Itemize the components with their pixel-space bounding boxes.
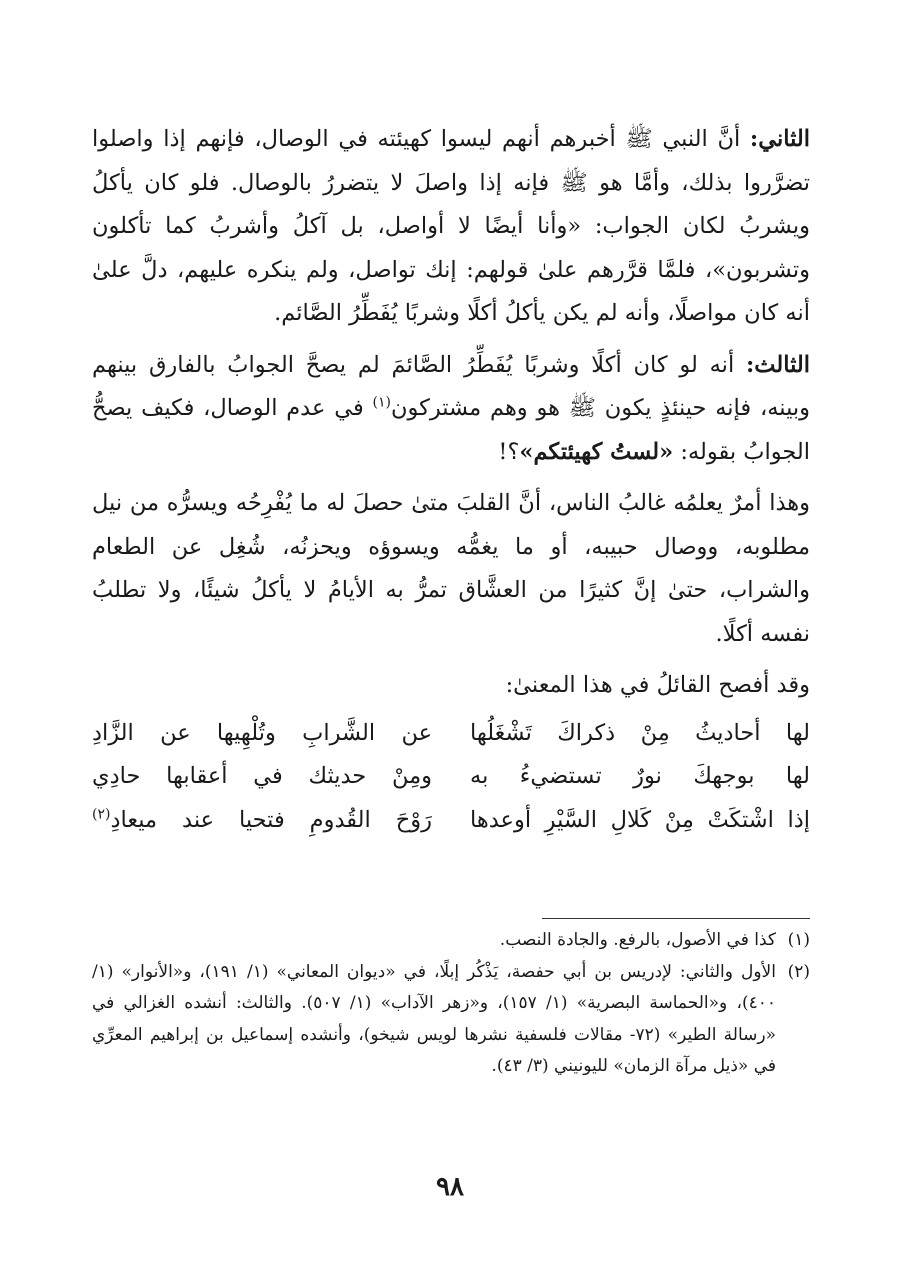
footnote-ref-1[interactable]: (١) [372,394,391,411]
footnote-2 [92,957,810,1083]
paragraph-body: في عدم الوصال، فكيف يصحُّ الجوابُ بقوله: [92,395,810,465]
paragraph-body: أنه لو كان أكلًا وشربًا يُفَطِّرُ الصَّائمَ لم يصحَّ الجوابُ بالفارق بينهم وبينه، فإنه حينئذٍ يكون ﷺ هو وهم مشتركون [92,351,810,421]
footnote-text: كذا في الأصول، بالرفع. والجادة النصب. [499,930,776,950]
verse-second-hemistich [92,712,432,756]
hemistich-text: ومِنْ حديثك في أعقابها حادِي [92,763,432,789]
paragraph-third [92,344,810,475]
quoted-phrase: «لستُ كهيئتكم» [519,438,674,465]
paragraph-lead: الثالث: [745,351,810,378]
poem-verse [92,755,810,799]
poem [92,712,810,843]
paragraph-lead: الثاني: [749,126,810,152]
paragraph-second [92,118,810,336]
footnote-1 [92,925,810,957]
paragraph-tail: ؟! [498,438,520,465]
footnotes [92,918,810,1083]
verse-first-hemistich: لها أحاديثُ مِنْ ذكراكَ تَشْغَلُها [470,719,810,746]
poem-verse [92,712,810,756]
verse-first-hemistich: إذا اشْتكَتْ مِنْ كَلالِ السَّيْرِ أوعدها [470,806,810,833]
footnote-ref-2[interactable]: (٢) [92,806,111,822]
poem-verse [92,799,810,843]
paragraph-body: وهذا أمرٌ يعلمُه غالبُ الناس، أنَّ القلبَ متىٰ حصلَ له ما يُفْرِحُه ويسرُّه من نيل مطلوبه، ووصال حبيبه، أو ما يغمُّه ويسوؤه ويحزنُه، شُغِل عن الطعام والشراب، حتىٰ إنَّ كثيرًا من العشَّاق تمرُّ به الأيامُ لا يأكلُ شيئًا، ولا تطلبُ نفسه أكلًا. [92,490,810,647]
footnote-number: (٢) [787,961,810,982]
paragraph-body: أنَّ النبي ﷺ أخبرهم أنهم ليسوا كهيئته في الوصال، فإنهم إذا واصلوا تضرَّروا بذلك، وأمَّا هو ﷺ فإنه إذا واصلَ لا يتضررُ بالوصال. فلو كان يأكلُ ويشربُ لكان الجواب: «وأنا أيضًا لا أواصل، بل آكلُ وأشربُ كما تأكلون وتشربون»، فلمَّا قرَّرهم علىٰ قولهم: إنك تواصل، ولم ينكره عليهم، دلَّ علىٰ أنه كان مواصلًا، وأنه لم يكن يأكلُ أكلًا وشربًا يُفَطِّرُ الصَّائم. [92,126,810,326]
paragraph-common-knowledge [92,482,810,656]
verse-first-hemistich: لها بوجهكَ نورٌ تستضيءُ به [470,763,810,789]
footnote-text: الأول والثاني: لإدريس بن أبي حفصة، يَذْكُر إبلًا، في «ديوان المعاني» (١/ ١٩١)، و«الأنوار» (١/ ٤٠٠)، و«الحماسة البصرية» (١/ ١٥٧)، و«زهر الآداب» (١/ ٥٠٧). والثالث: أنشده الغزالي في «رسالة الطير» (٧٢- مقالات فلسفية نشرها لويس شيخو)، وأنشده إسماعيل بن إبراهيم المعرِّي في «ذيل مرآة الزمان» لليونيني (٣/ ٤٣). [92,961,776,1076]
hemistich-text: رَوْحَ القُدومِ فتحيا عند ميعادِ [110,806,432,833]
footnote-separator [542,918,810,919]
main-text [92,118,810,842]
verse-second-hemistich [92,799,432,843]
page-number: ٩٨ [436,1172,464,1202]
verse-second-hemistich [92,755,432,799]
footnote-number: (١) [787,930,810,950]
poem-intro: وقد أفصح القائلُ في هذا المعنىٰ: [505,672,810,698]
hemistich-text: عن الشَّرابِ وتُلْهِيها عن الزَّادِ [92,719,432,746]
